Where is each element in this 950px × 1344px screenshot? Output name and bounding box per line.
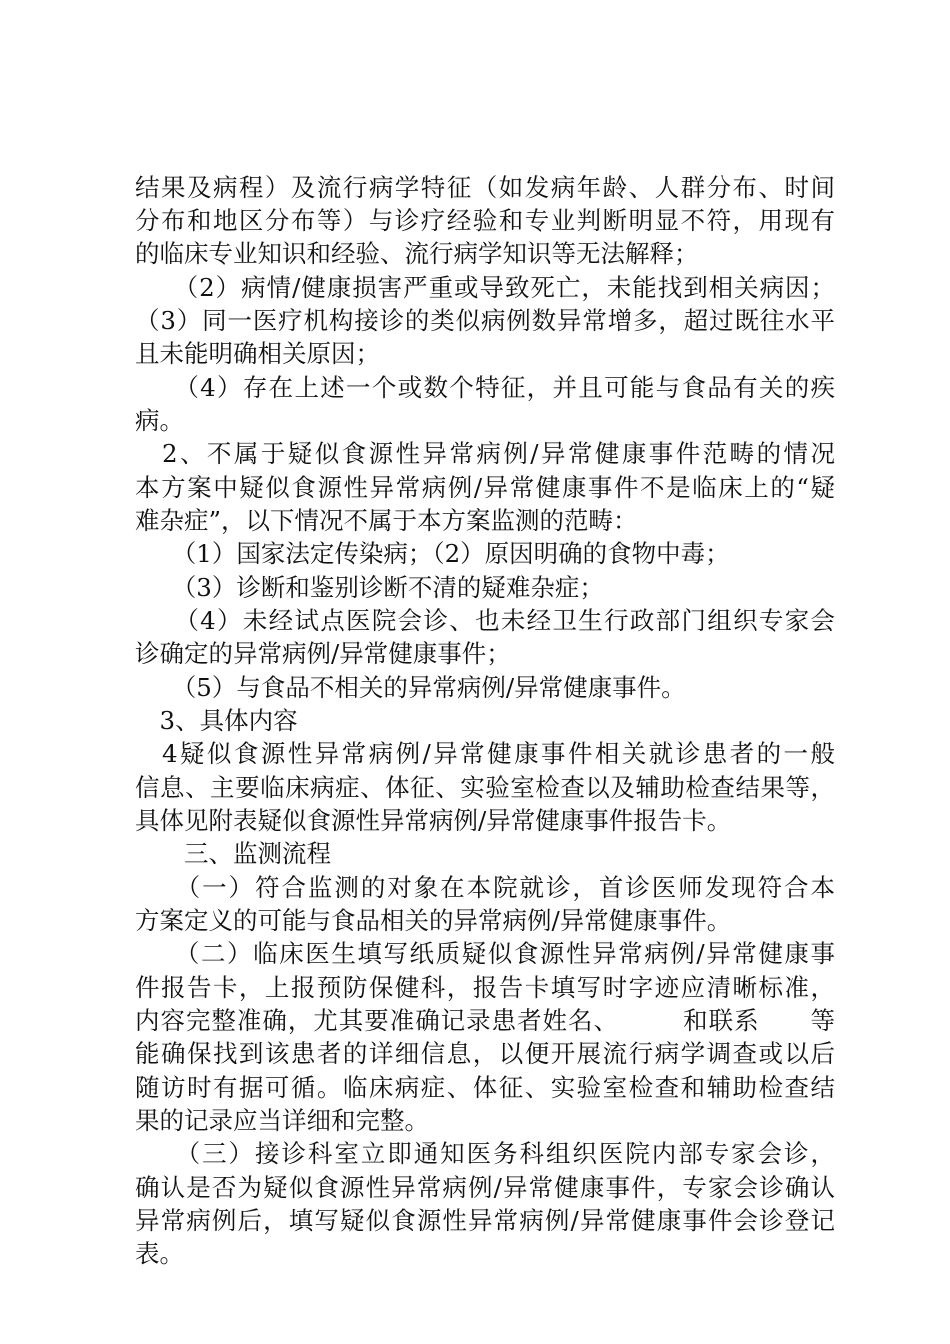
text-line: 且未能明确相关原因； xyxy=(135,339,380,368)
text-line: 异常病例后，填写疑似食源性异常病例/异常健康事件会诊登记 xyxy=(135,1206,835,1235)
text-line: 内容完整准确，尤其要准确记录患者姓名、 和联系 等 xyxy=(135,1006,835,1035)
text-line: （4）存在上述一个或数个特征，并且可能与食品有关的疾 xyxy=(135,373,835,402)
text-line: 难杂症”，以下情况不属于本方案监测的范畴： xyxy=(135,506,638,535)
text-line: 方案定义的可能与食品相关的异常病例/异常健康事件。 xyxy=(135,906,732,935)
text-line: 能确保找到该患者的详细信息，以便开展流行病学调查或以后 xyxy=(135,1039,835,1068)
text-line: （5）与食品不相关的异常病例/异常健康事件。 xyxy=(135,673,686,702)
text-line: 的临床专业知识和经验、流行病学知识等无法解释； xyxy=(135,239,699,268)
text-line: （二）临床医生填写纸质疑似食源性异常病例/异常健康事 xyxy=(135,939,835,968)
text-line: 诊确定的异常病例/异常健康事件； xyxy=(135,639,511,668)
text-line: （3）诊断和鉴别诊断不清的疑难杂症； xyxy=(135,573,604,602)
text-line: 确认是否为疑似食源性异常病例/异常健康事件，专家会诊确认 xyxy=(135,1173,835,1202)
text-line: 本方案中疑似食源性异常病例/异常健康事件不是临床上的“疑 xyxy=(135,473,835,502)
text-line: 表。 xyxy=(135,1239,184,1268)
text-line: （2）病情/健康损害严重或导致死亡，未能找到相关病因； xyxy=(135,273,835,302)
text-line: 4疑似食源性异常病例/异常健康事件相关就诊患者的一般 xyxy=(135,739,835,768)
text-line: 结果及病程）及流行病学特征（如发病年龄、人群分布、时间 xyxy=(135,173,835,202)
text-line: 随访时有据可循。临床病症、体征、实验室检查和辅助检查结 xyxy=(135,1073,835,1102)
text-line: 果的记录应当详细和完整。 xyxy=(135,1106,429,1135)
text-line: 分布和地区分布等）与诊疗经验和专业判断明显不符，用现有 xyxy=(135,206,835,235)
text-line: 件报告卡，上报预防保健科，报告卡填写时字迹应清晰标准， xyxy=(135,973,835,1002)
text-line: （3）同一医疗机构接诊的类似病例数异常增多，超过既往水平 xyxy=(135,306,835,335)
text-line: （1）国家法定传染病；（2）原因明确的食物中毒； xyxy=(135,539,730,568)
text-line: （三）接诊科室立即通知医务科组织医院内部专家会诊， xyxy=(135,1139,835,1168)
text-line: 病。 xyxy=(135,406,184,435)
text-line: 具体见附表疑似食源性异常病例/异常健康事件报告卡。 xyxy=(135,806,732,835)
section-heading: 3、具体内容 xyxy=(135,706,298,735)
text-line: 2、不属于疑似食源性异常病例/异常健康事件范畴的情况 xyxy=(135,439,835,468)
text-line: （一）符合监测的对象在本院就诊，首诊医师发现符合本 xyxy=(135,873,835,902)
text-line: 信息、主要临床病症、体征、实验室检查以及辅助检查结果等， xyxy=(135,773,835,802)
text-line: （4）未经试点医院会诊、也未经卫生行政部门组织专家会 xyxy=(135,606,835,635)
section-heading: 三、监测流程 xyxy=(135,839,331,868)
